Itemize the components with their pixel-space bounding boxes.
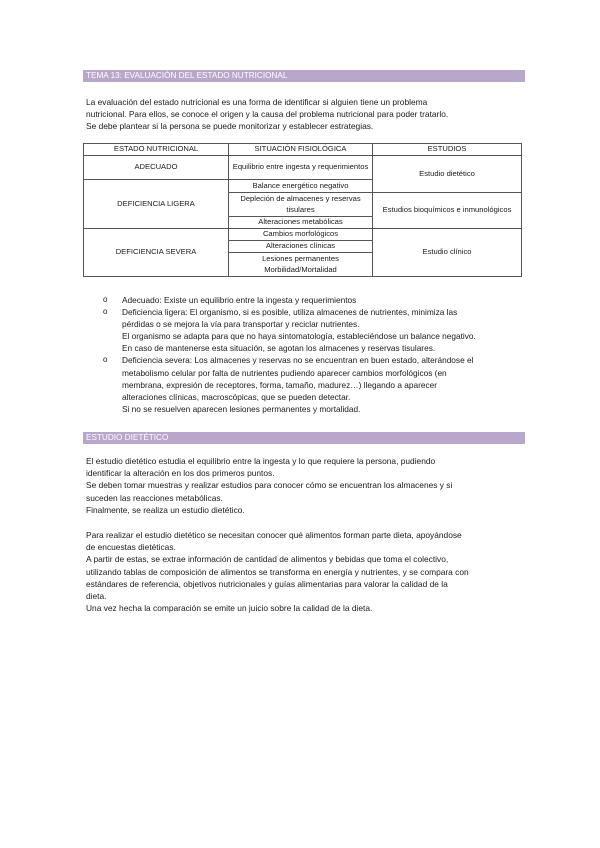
- study-cell: Estudios bioquímicos e inmunológicos: [373, 193, 522, 229]
- list-item-line: Deficiencia severa: Los almacenes y reservas no se encuentran en buen estado, alterándose el: [122, 355, 474, 366]
- table-header: ESTUDIOS: [373, 144, 522, 156]
- situation-cell: Lesiones permanentes Morbilidad/Mortalidad: [229, 253, 373, 277]
- situation-cell: Balance energético negativo: [229, 180, 373, 193]
- list-item: [86, 306, 516, 354]
- paragraph-line: Se deben tomar muestras y realizar estudios para conocer cómo se encuentran los almacenes y si: [86, 480, 453, 491]
- intro-line: nutricional. Para ellos, se conoce el origen y la causa del problema nutricional para poder tratarlo.: [86, 109, 449, 120]
- situation-cell: Depleción de almacenes y reservas tisulares: [229, 193, 373, 217]
- list-item-line: El organismo se adapta para que no haya sintomatología, estableciéndose un balance negativo.: [122, 331, 476, 342]
- situation-cell: Alteraciones metabólicas: [229, 217, 373, 229]
- dietary-study-paragraph-2: [86, 529, 526, 614]
- paragraph-line: A partir de estas, se extrae información de cantidad de alimentos y bebidas que toma el colectivo,: [86, 554, 449, 565]
- study-cell: Estudio dietético: [373, 156, 522, 193]
- list-item-line: En caso de mantenerse esta situación, se agotan los almacenes y reservas tisulares.: [122, 343, 436, 354]
- list-item: [86, 294, 516, 306]
- paragraph-line: El estudio dietético estudia el equilibrio entre la ingesta y lo que requiere la persona, pudiendo: [86, 456, 436, 466]
- paragraph-line: Para realizar el estudio dietético se necesitan conocer qué alimentos forman parte dieta, apoyándose: [86, 530, 462, 540]
- state-deficiencia-severa: DEFICIENCIA SEVERA: [84, 229, 229, 277]
- list-item-line: pérdidas o se mejora la vía para transportar y reciclar nutrientes.: [122, 319, 360, 330]
- list-item-line: metabolismo celular por falta de nutrientes pudiendo aparecer cambios morfológicos (en: [122, 367, 447, 378]
- state-deficiencia-ligera: DEFICIENCIA LIGERA: [84, 180, 229, 229]
- intro-line: Se debe plantear si la persona se puede monitorizar y establecer estrategias.: [86, 121, 374, 132]
- paragraph-line: Finalmente, se realiza un estudio dietético.: [86, 504, 245, 515]
- paragraph-line: dieta.: [86, 591, 107, 602]
- bullet-marker: o: [103, 295, 108, 304]
- intro-line: La evaluación del estado nutricional es una forma de identificar si alguien tiene un problema: [86, 97, 428, 107]
- list-item-line: Deficiencia ligera: El organismo, si es posible, utiliza almacenes de nutrientes, minimiza las: [122, 307, 458, 318]
- list-item-line: Adecuado: Existe un equilibrio entre la ingesta y requerimientos: [122, 295, 357, 305]
- bullet-marker: o: [103, 355, 108, 365]
- paragraph-line: identificar la alteración en los dos primeros puntos.: [86, 468, 275, 479]
- list-item-line: membrana, expresión de receptores, forma, tamaño, madurez…) llegando a aparecer: [122, 379, 437, 390]
- section-heading-estudio-dietetico: ESTUDIO DIETÉTICO: [83, 432, 525, 444]
- table-header: ESTADO NUTRICIONAL: [84, 144, 229, 156]
- intro-paragraph: [86, 96, 526, 133]
- dietary-study-paragraph-1: [86, 455, 526, 516]
- situation-cell: Equilibrio entre ingesta y requerimientos: [229, 156, 373, 180]
- paragraph-line: utilizando tablas de composición de alimentos se transforma en energía y nutrientes, y se compara con: [86, 566, 469, 577]
- paragraph-line: Una vez hecha la comparación se emite un juicio sobre la calidad de la dieta.: [86, 603, 373, 614]
- state-adecuado: ADECUADO: [84, 156, 229, 180]
- situation-cell: Alteraciones clínicas: [229, 241, 373, 253]
- paragraph-line: de encuestas dietéticas.: [86, 542, 176, 553]
- section-heading-tema13: TEMA 13: EVALUACIÓN DEL ESTADO NUTRICIONAL: [83, 70, 525, 82]
- list-item: [86, 354, 516, 414]
- list-item-line: Si no se resuelven aparecen lesiones permanentes y mortalidad.: [122, 403, 361, 414]
- paragraph-line: suceden las reacciones metabólicas.: [86, 492, 223, 503]
- table-header: SITUACIÓN FISIOLÓGICA: [229, 144, 373, 156]
- list-item-line: alteraciones clínicas, macroscópicas, que se pueden detectar.: [122, 391, 351, 402]
- study-cell: Estudio clínico: [373, 229, 522, 277]
- nutritional-status-table: [83, 143, 522, 277]
- status-bullet-list: [86, 294, 516, 415]
- paragraph-line: estándares de referencia, objetivos nutricionales y guías alimentarias para valorar la calidad de la: [86, 578, 448, 589]
- situation-cell: Cambios morfológicos: [229, 229, 373, 241]
- bullet-marker: o: [103, 307, 108, 317]
